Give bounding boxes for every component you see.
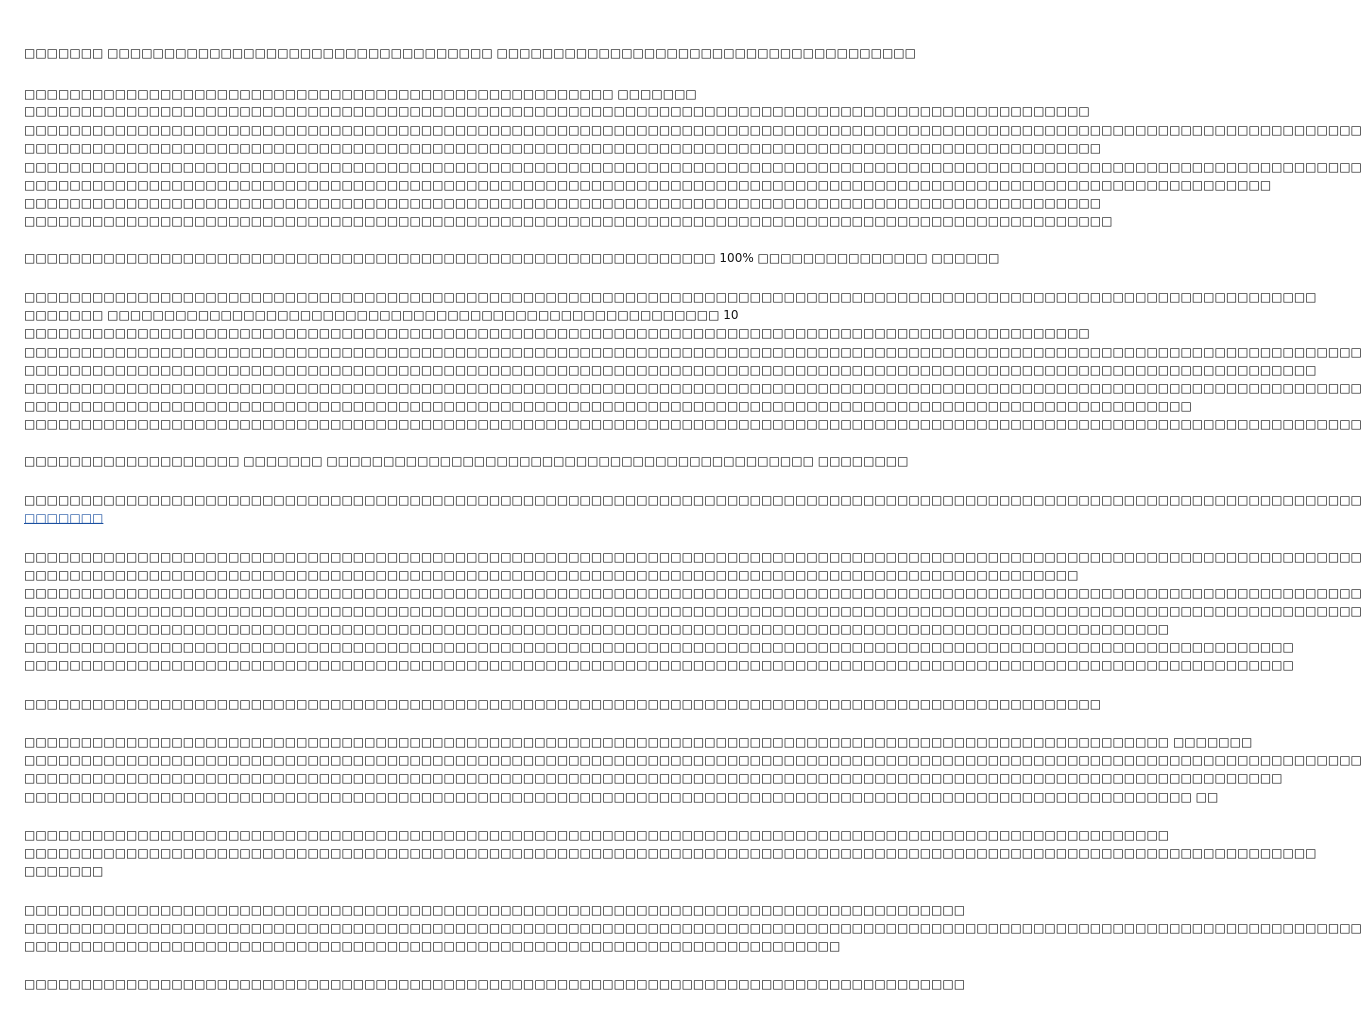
paragraph-line: □□□□□□□□□□□□□□□□□□□□□□□□□□□□□□□□□□□□□□□□□□□□□□□□□□□□□□□□□□□□□□□□□□□□□□□□□□□□□□□□□□□□□□□□□□□□□□□□□□□□□□□□□□□□□□□□□□□□□□ bbox=[24, 160, 1362, 174]
paragraph-line: □□□□□□□□□□□□□□□□□□□□□□□□□□□□□□□□□□□□□□□□□□□□□□□□□□□□□□□□□□□□□□□□□□□□□□□□□□□□□□□□□□□□□□□□□□□□□□□ bbox=[24, 697, 1102, 711]
paragraph-line: □□□□□□□□□□□□□□□□□□□□□□□□□□□□□□□□□□□□□□□□□□□□□□□□□□□□□□□□□□□□□□□□□□□□□□□□□□□□□□□□□□□□□□□□□□□□□□□□□□□□□□□ bbox=[24, 399, 1192, 413]
inline-link[interactable]: □□□□□□□ bbox=[24, 511, 104, 525]
paragraph-line: □□□□□□□□□□□□□□□□□□□□□□□□□□□□□□□□□□□□□□□□□□□□□□□□□□□□□□□□□□□□□□□□□□□□□□□□□□□□□□□□□□□□□□□□□□□□□□□□□□□□□□□□□□□□□□□□□□□□□□ bbox=[24, 921, 1362, 935]
paragraph-line: □□□□□□□□□□□□□□□□□□□□□□□□□□□□□□□□□□□□□□□□□□□□□□□□□□□□□□□□□□□□□□□□□□□□□□□□□□□□□□□□□□□□□□□□□□□□□□□□□□□□□□□□□□□□□□□□□□ bbox=[24, 846, 1317, 860]
heading-line: □□□□□□□ □□□□□□□□□□□□□□□□□□□□□□□□□□□□□□□□□□ □□□□□□□□□□□□□□□□□□□□□□□□□□□□□□□□□□□□□ bbox=[24, 46, 916, 60]
paragraph-line: □□□□□□□□□□□□□□□□□□□□□□□□□□□□□□□□□□□□□□□□□□□□□□□□□□□□□□□□□□□□□□□□□□□□□□□□□□□□□□□□□□□□□□□□□□□□□□□□□□□□□□□□□□□□□□□□□□ bbox=[24, 363, 1317, 377]
paragraph-line: □□□□□□□ bbox=[24, 864, 104, 878]
paragraph-line: □□□□□□□□□□□□□□□□□□□□□□□□□□□□□□□□□□□□□□□□□□□□□□□□□□□□□□□□□□□□□ 100% □□□□□□□□□□□□□□□ □□□□□□ bbox=[24, 251, 1000, 265]
paragraph-line: □□□□□□□ □□□□□□□□□□□□□□□□□□□□□□□□□□□□□□□□□□□□□□□□□□□□□□□□□□□□□□ 10 bbox=[24, 308, 739, 322]
paragraph-line: □□□□□□□□□□□□□□□□□□□□□□□□□□□□□□□□□□□□□□□□□□□□□□□□□□□□□□□□□□□□□□□□□□□□□□□□□□□□□□□□□□□□□□□□□□□□□□□□□□□□□□□□□□□□□□□□□□□□□□ bbox=[24, 493, 1362, 507]
paragraph-line: □□□□□□□□□□□□□□□□□□□□□□□□□□□□□□□□□□□□□□□□□□□□□□□□□□□□□□□□□□□□□□□□□□□□□□□□□□□□□□□□□□□□□□□□□□□□□□□□ bbox=[24, 214, 1113, 228]
paragraph-line: □□□□□□□□□□□□□□□□□□□□□□□□□□□□□□□□□□□□□□□□□□□□□□□□□□□□□□□□□□□□□□□□□□□□□□□□□□□□□□□□□□□□□□□□□□□□□□□□□□□□□□□ □□ bbox=[24, 790, 1219, 804]
paragraph-line: □□□□□□□□□□□□□□□□□□□□□□□□□□□□□□□□□□□□□□□□□□□□□□□□□□□□□□□□□□□□□□□□□□□□□□□□□□□□□□□□□□□□□□□□□□□□□□□□□□□□□□□□□□□□□□□ bbox=[24, 771, 1283, 785]
paragraph-line: □□□□□□□□□□□□□□□□□□□□□□□□□□□□□□□□□□□□□□□□□□□□□□□□□□□□□□□□□□□□□□□□□□□□□□□□□□□□□□□□□□□□□□□□□□□□□□□□□□□□□□□□□□□□□□ bbox=[24, 178, 1272, 192]
paragraph-line: □□□□□□□□□□□□□□□□□□□□□□□□□□□□□□□□□□□□□□□□□□□□□□□□□□□□□□□□□□□□□□□□□□□□□□□□□□□□□□□□□□□□□□□□□□□□□□□□□□□□□□□□□□□□□□□□ bbox=[24, 640, 1294, 654]
paragraph-line: □□□□□□□□□□□□□□□□□□□□□□□□□□□□□□□□□□□□□□□□□□□□□□□□□□□□□□□□□□□□□□□□□□□□□□□□□□□□□□□□□□□□□□□□□□□□□□ bbox=[24, 104, 1090, 118]
paragraph-line: □□□□□□□□□□□□□□□□□□□□□□□□□□□□□□□□□□□□□□□□□□□□□□□□□□□□□□□□□□□□□□□□□□□□□□□□□□□□□□□□□□□□□□□□□□□□□□□ bbox=[24, 141, 1102, 155]
paragraph-line: □□□□□□□□□□□□□□□□□□□□□□□□□□□□□□□□□□□□□□□□□□□□□□□□□□□□□□□□□□□□□□□□□□□□□□□□□□□□□□□□□□□□□□□□□□□□□□□□□□□□□ bbox=[24, 622, 1170, 636]
paragraph-line: □□□□□□□□□□□□□□□□□□□□□□□□□□□□□□□□□□□□□□□□□□□□□□□□□□□□□□□□□□□□□□□□□□□□□□□□□□□□□□□□□□□ bbox=[24, 977, 966, 991]
paragraph-line: □□□□□□□□□□□□□□□□□□□□□□□□□□□□□□□□□□□□□□□□□□□□□□□□□□□□□□□□□□□□□□□□□□□□□□□□□□□□□□□□□□□ bbox=[24, 903, 966, 917]
paragraph-line: □□□□□□□□□□□□□□□□□□□□□□□□□□□□□□□□□□□□□□□□□□□□□□□□□□□□□□□□□□□□□□□□□□□□□□□□□□□□□□□□□□□□□□□□□□□□□□□□□□□□□□□□□□□□□□□□ bbox=[24, 658, 1294, 672]
paragraph-line: □□□□□□□□□□□□□□□□□□□□□□□□□□□□□□□□□□□□□□□□□□□□□□□□□□□□□□□□□□□□□□□□□□□□□□□□□□□□□□□□□□□□□□□□□□□□□ bbox=[24, 568, 1079, 582]
paragraph-line: □□□□□□□□□□□□□□□□□□□□□□□□□□□□□□□□□□□□□□□□□□□□□□□□□□□□□□□□□□□□□□□□□□□□□□□□ bbox=[24, 939, 841, 953]
paragraph-line: □□□□□□□□□□□□□□□□□□□□□□□□□□□□□□□□□□□□□□□□□□□□□□□□□□□□ □□□□□□□ bbox=[24, 87, 697, 101]
paragraph-line: □□□□□□□□□□□□□□□□□□□□□□□□□□□□□□□□□□□□□□□□□□□□□□□□□□□□□□□□□□□□□□□□□□□□□□□□□□□□□□□□□□□□□□□□□□□□□□□ bbox=[24, 196, 1102, 210]
paragraph-line: □□□□□□□□□□□□□□□□□□□□□□□□□□□□□□□□□□□□□□□□□□□□□□□□□□□□□□□□□□□□□□□□□□□□□□□□□□□□□□□□□□□□□□□□□□□□□□□□□□□□□□□□□□□□□□□□□□□□□□ bbox=[24, 550, 1362, 564]
paragraph-line: □□□□□□□□□□□□□□□□□□□□□□□□□□□□□□□□□□□□□□□□□□□□□□□□□□□□□□□□□□□□□□□□□□□□□□□□□□□□□□□□□□□□□□□□□□□□□□□□□□□□□□□□□□□□□□□□□□□□□□ bbox=[24, 345, 1362, 359]
paragraph-line: □□□□□□□□□□□□□□□□□□□□□□□□□□□□□□□□□□□□□□□□□□□□□□□□□□□□□□□□□□□□□□□□□□□□□□□□□□□□□□□□□□□□□□□□□□□□□□□□□□□□□□□□□□□□□□□□□□□□□□ bbox=[24, 586, 1362, 600]
paragraph-line: □□□□□□□□□□□□□□□□□□□□□□□□□□□□□□□□□□□□□□□□□□□□□□□□□□□□□□□□□□□□□□□□□□□□□□□□□□□□□□□□□□□□□□□□□□□□□□□□□□□□□ □□□□□□□ bbox=[24, 735, 1253, 749]
paragraph-line: □□□□□□□□□□□□□□□□□□□ □□□□□□□ □□□□□□□□□□□□□□□□□□□□□□□□□□□□□□□□□□□□□□□□□□□ □□□□□□□□ bbox=[24, 454, 909, 468]
document-page bbox=[24, 0, 1362, 1018]
paragraph-line: □□□□□□□□□□□□□□□□□□□□□□□□□□□□□□□□□□□□□□□□□□□□□□□□□□□□□□□□□□□□□□□□□□□□□□□□□□□□□□□□□□□□□□□□□□□□□□□□□□□□□ bbox=[24, 828, 1170, 842]
paragraph-line: □□□□□□□□□□□□□□□□□□□□□□□□□□□□□□□□□□□□□□□□□□□□□□□□□□□□□□□□□□□□□□□□□□□□□□□□□□□□□□□□□□□□□□□□□□□□□□□□□□□□□□□□□□□□□□□□□□□□□□ bbox=[24, 123, 1362, 137]
paragraph-line: □□□□□□□□□□□□□□□□□□□□□□□□□□□□□□□□□□□□□□□□□□□□□□□□□□□□□□□□□□□□□□□□□□□□□□□□□□□□□□□□□□□□□□□□□□□□□□□□□□□□□□□□□□□□□□□□□□□□□□ bbox=[24, 753, 1362, 767]
paragraph-line: □□□□□□□□□□□□□□□□□□□□□□□□□□□□□□□□□□□□□□□□□□□□□□□□□□□□□□□□□□□□□□□□□□□□□□□□□□□□□□□□□□□□□□□□□□□□□□□□□□□□□□□□□□□□□□□□□□□□□□ bbox=[24, 604, 1362, 618]
paragraph-line: □□□□□□□□□□□□□□□□□□□□□□□□□□□□□□□□□□□□□□□□□□□□□□□□□□□□□□□□□□□□□□□□□□□□□□□□□□□□□□□□□□□□□□□□□□□□□□□□□□□□□□□□□□□□□□□□□□□□□□ bbox=[24, 417, 1362, 431]
paragraph-line: □□□□□□□□□□□□□□□□□□□□□□□□□□□□□□□□□□□□□□□□□□□□□□□□□□□□□□□□□□□□□□□□□□□□□□□□□□□□□□□□□□□□□□□□□□□□□□□□□□□□□□□□□□□□□□□□□□ bbox=[24, 290, 1317, 304]
paragraph-line: □□□□□□□□□□□□□□□□□□□□□□□□□□□□□□□□□□□□□□□□□□□□□□□□□□□□□□□□□□□□□□□□□□□□□□□□□□□□□□□□□□□□□□□□□□□□□□□□□□□□□□□□□□□□□□□□□□□□□□ bbox=[24, 381, 1362, 395]
paragraph-line: □□□□□□□□□□□□□□□□□□□□□□□□□□□□□□□□□□□□□□□□□□□□□□□□□□□□□□□□□□□□□□□□□□□□□□□□□□□□□□□□□□□□□□□□□□□□□□ bbox=[24, 326, 1090, 340]
